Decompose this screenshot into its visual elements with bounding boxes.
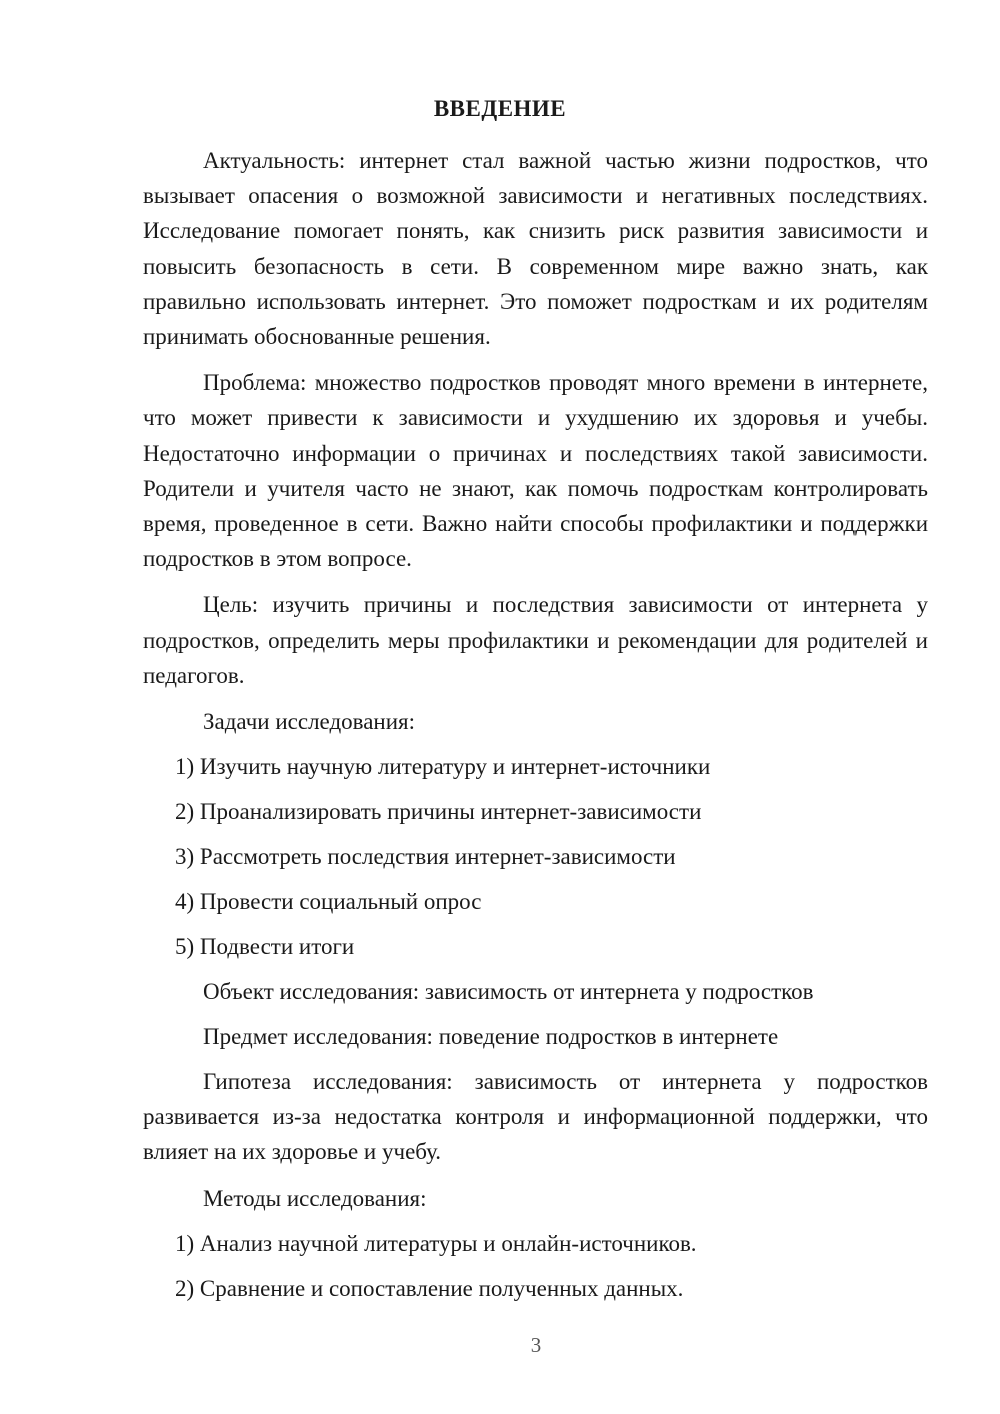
problem-paragraph: Проблема: множество подростков проводят много времени в интернете, что может привести к зависимости и ухудшению их здоровья и учебы. Недостаточно информации о причинах и последствиях такой зависимости. Родители и учителя часто не знают, как помочь подросткам контролировать время, проведенное в сети. Важно найти способы профилактики и поддержки подростков в этом вопросе. [143, 370, 928, 572]
list-item: 2) Проанализировать причины интернет-зависимости [175, 799, 702, 825]
goal-paragraph: Цель: изучить причины и последствия зависимости от интернета у подростков, определить меры профилактики и рекомендации для родителей и педагогов. [143, 592, 928, 688]
methods-list [143, 1226, 928, 1306]
relevance-paragraph: Актуальность: интернет стал важной частью жизни подростков, что вызывает опасения о возможной зависимости и негативных последствиях. Исследование помогает понять, как снизить риск развития зависимости и повысить безопасность в сети. В современном мире важно знать, как правильно использовать интернет. Это поможет подросткам и их родителям принимать обоснованные решения. [143, 148, 928, 350]
object-line: Объект исследования: зависимость от интернета у подростков [203, 979, 814, 1005]
section-title: ВВЕДЕНИЕ [433, 96, 567, 121]
list-item: 5) Подвести итоги [175, 934, 355, 960]
list-item: 1) Анализ научной литературы и онлайн-источников. [175, 1230, 697, 1256]
list-item: 1) Изучить научную литературу и интернет-источники [175, 754, 711, 780]
tasks-heading: Задачи исследования: [203, 709, 416, 735]
page-number: 3 [530, 1333, 542, 1357]
list-item: 2) Сравнение и сопоставление полученных данных. [175, 1275, 684, 1301]
tasks-list [143, 749, 928, 964]
list-item: 4) Провести социальный опрос [175, 889, 482, 915]
subject-line: Предмет исследования: поведение подростков в интернете [203, 1024, 779, 1050]
hypothesis-paragraph: Гипотеза исследования: зависимость от интернета у подростков развивается из-за недостатка контроля и информационной поддержки, что влияет на их здоровье и учебу. [143, 1069, 928, 1165]
methods-heading: Методы исследования: [203, 1185, 427, 1211]
list-item: 3) Рассмотреть последствия интернет-зависимости [175, 844, 676, 870]
page-content [143, 143, 928, 1316]
